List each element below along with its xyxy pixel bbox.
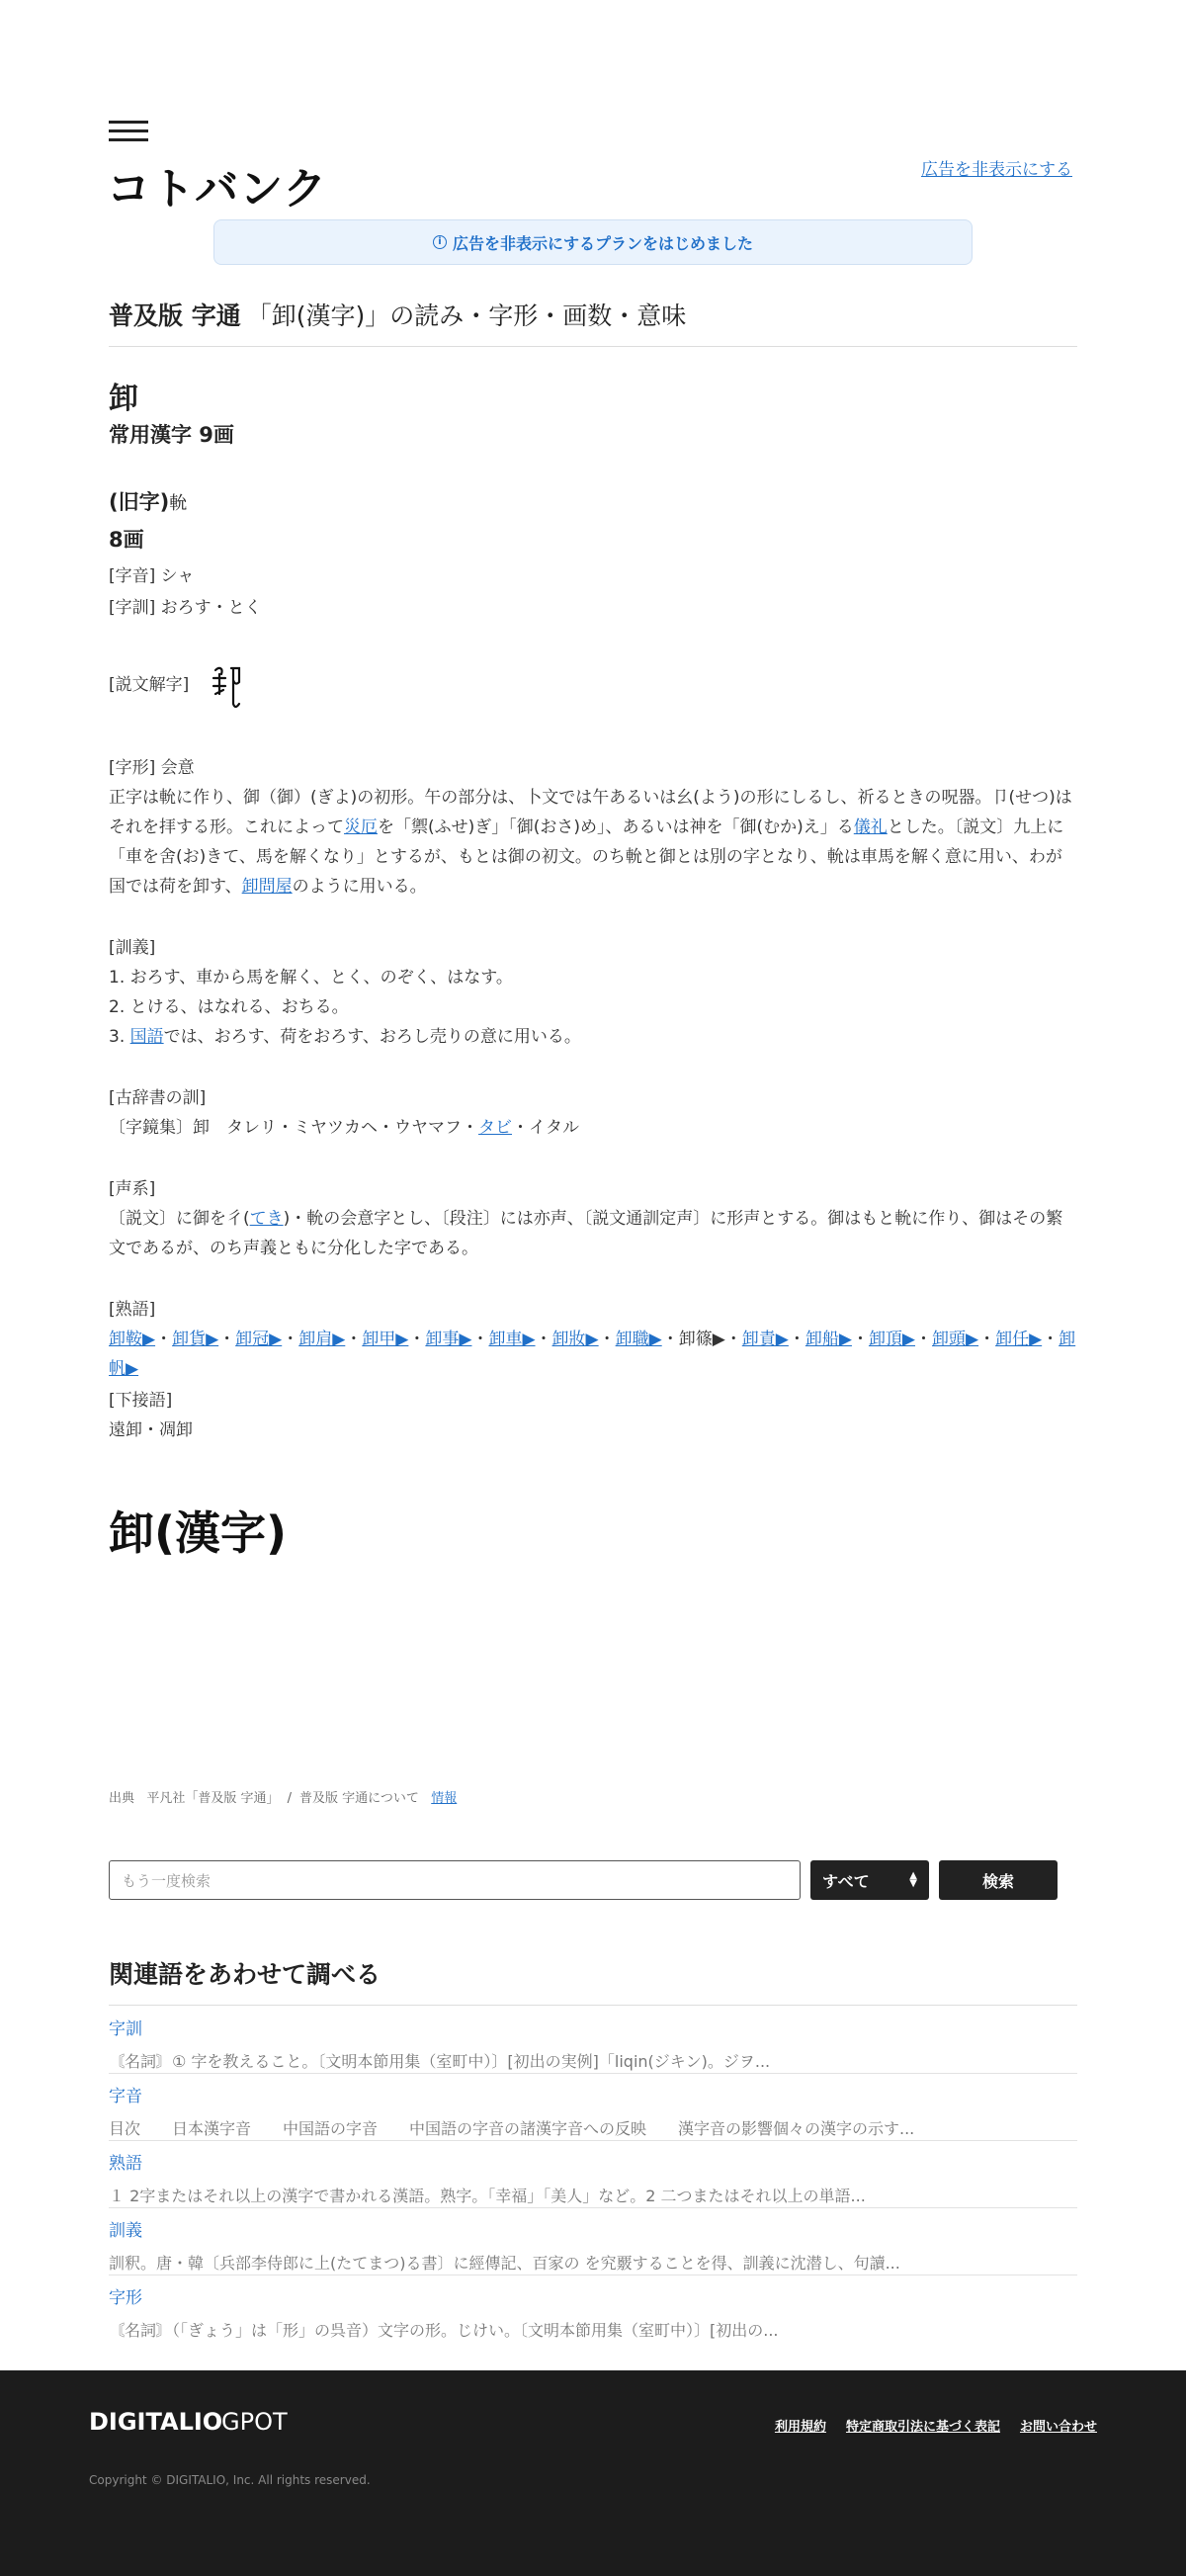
site-logo[interactable]: コトバンク xyxy=(107,164,328,215)
related-desc: １ 2字またはそれ以上の漢字で書かれる漢語。熟字。「幸福」「美人」など。2 二つまたはそれ以上の単語... xyxy=(109,2187,866,2205)
jikei-link-girei[interactable]: 儀礼 xyxy=(853,817,888,837)
copyright: Copyright © DIGITALIO, Inc. All rights reserved. xyxy=(89,2473,371,2487)
seal-script-image xyxy=(210,664,243,710)
jikei-label: [字形] 会意 xyxy=(109,758,195,778)
jukugo-link[interactable]: 卸職▶ xyxy=(615,1330,662,1349)
jikei-link-oroshidonya[interactable]: 卸問屋 xyxy=(241,877,293,897)
jukugo-link[interactable]: 卸任▶ xyxy=(995,1330,1043,1349)
seikei-text-1: 〔説文〕に御を彳( xyxy=(109,1209,250,1229)
jikei-link-saiyaku[interactable]: 災厄 xyxy=(344,817,378,837)
entry-big-title: 卸(漢字) xyxy=(109,1506,288,1560)
related-term[interactable]: 訓義 xyxy=(109,2221,142,2241)
related-term[interactable]: 字訓 xyxy=(109,2019,142,2039)
sort-arrows-icon: ▲ ▼ xyxy=(909,1870,917,1889)
jukugo-link[interactable]: 卸甲▶ xyxy=(362,1330,409,1349)
info-icon: i xyxy=(433,235,447,249)
terms-link[interactable]: 利用規約 xyxy=(774,2420,826,2435)
page-title xyxy=(109,297,1077,347)
search-placeholder: もう一度検索 xyxy=(122,1871,212,1890)
old-form-char: 𨋍 xyxy=(169,493,188,514)
jikei-text-3: とした。〔説文〕九上に「車を舍(お)きて、馬を解くなり」とするが、もとは御の初文。のち𨋍と御とは別の字となり、𨋍は車馬を解く意に用い、わが国では荷を卸す、 xyxy=(109,817,1064,897)
kungi-label: [訓義] xyxy=(109,938,156,958)
related-item[interactable] xyxy=(109,2141,1077,2208)
related-item[interactable] xyxy=(109,2007,1077,2074)
kojisho-label: [古辞書の訓] xyxy=(109,1088,207,1108)
kungi-item-2: 2. とける、はなれる、おちる。 xyxy=(109,997,349,1017)
search-button[interactable]: 検索 xyxy=(939,1860,1058,1900)
menu-icon[interactable] xyxy=(109,121,148,142)
hide-ads-link[interactable]: 広告を非表示にする xyxy=(921,160,1072,180)
kun-reading: [字訓] おろす・とく xyxy=(109,598,262,618)
shuowen-label: [説文解字] xyxy=(109,675,190,695)
kungi-item-1: 1. おろす、車から馬を解く、とく、のぞく、はなす。 xyxy=(109,968,513,987)
jikei-body xyxy=(109,783,1077,902)
related-desc: 〘名詞〙（「ぎょう」は「形」の呉音）文字の形。じけい。〔文明本節用集（室町中）〕[初出の... xyxy=(109,2321,779,2340)
on-reading: [字音] シャ xyxy=(109,566,195,586)
source-line: 出典 平凡社「普及版 字通」 / 普及版 字通について 情報 xyxy=(109,1791,458,1806)
kasetsu-label: [下接語] xyxy=(109,1391,173,1411)
old-form-strokes: 8画 xyxy=(109,528,144,552)
jukugo-link[interactable]: 卸肩▶ xyxy=(298,1330,346,1349)
jukugo-link[interactable]: 卸貨▶ xyxy=(172,1330,219,1349)
jukugo-label: [熟語] xyxy=(109,1300,156,1320)
related-desc: 目次 日本漢字音 中国語の字音 中国語の字音の諸漢字音への反映 漢字音の影響個々の漢字の示す... xyxy=(109,2119,915,2138)
old-form-label: (旧字) xyxy=(109,490,170,514)
banner-text: 広告を非表示にするプランをはじめました xyxy=(452,233,753,253)
jukugo-link[interactable]: 卸車▶ xyxy=(488,1330,536,1349)
jukugo-link[interactable]: 卸頂▶ xyxy=(868,1330,916,1349)
dictionary-name: 普及版 字通 xyxy=(109,301,241,330)
source-info-link[interactable]: 情報 xyxy=(431,1791,458,1806)
related-term[interactable]: 字形 xyxy=(109,2288,142,2308)
seikei-label: [声系] xyxy=(109,1179,156,1199)
jukugo-link[interactable]: 卸鞍▶ xyxy=(109,1330,156,1349)
jukugo-separator: ・ xyxy=(535,1330,552,1349)
kojisho-link-tabi[interactable]: タビ xyxy=(478,1118,512,1138)
jukugo-link[interactable]: 卸帆▶ xyxy=(109,1330,1076,1379)
jukugo-separator: ・ xyxy=(915,1330,933,1349)
search-input[interactable] xyxy=(109,1860,801,1900)
seikei-text-2: )・𨋍の会意字とし、〔段注〕には亦声、〔説文通訓定声〕に形声とする。御はもと𨋍に作り、御はその繁文であるが、のち声義ともに分化した字である。 xyxy=(109,1209,1063,1258)
kasetsu-text: 遠卸・凋卸 xyxy=(109,1420,193,1440)
kanji-headword: 卸 xyxy=(109,382,138,416)
jukugo-separator: ・ xyxy=(978,1330,996,1349)
footer-links xyxy=(775,2416,1097,2435)
jikei-text-1: 正字は𨋍に作り、御（御）(ぎよ)の初形。午の部分は、卜文では午あるいは幺(よう)の形にしるし、祈るときの呪器。卩(せつ)はそれを拝する形。これによって xyxy=(109,788,1072,837)
source-publisher: 平凡社「普及版 字通」 xyxy=(146,1791,280,1806)
jukugo-link[interactable]: 卸事▶ xyxy=(425,1330,472,1349)
title-heading: 「卸(漢字)」の読み・字形・画数・意味 xyxy=(246,301,687,330)
kojisho-body xyxy=(109,1113,1077,1143)
jikei-text-4: のように用いる。 xyxy=(292,877,427,897)
seikei-body xyxy=(109,1204,1077,1263)
kanji-grade: 常用漢字 9画 xyxy=(109,423,234,447)
jukugo-separator: ・ xyxy=(598,1330,616,1349)
source-label: 出典 xyxy=(109,1791,135,1806)
jukugo-separator: ・ xyxy=(851,1330,869,1349)
gpot-logo[interactable]: GPOT xyxy=(221,2408,288,2436)
related-desc: 訓釈。唐・韓〔兵部李侍郎に上(たてまつ)る書〕に經傳記、百家の を究覈することを得、訓義に沈潜し、句讀... xyxy=(109,2254,900,2273)
related-term[interactable]: 字音 xyxy=(109,2087,142,2106)
related-term[interactable]: 熟語 xyxy=(109,2154,142,2174)
jukugo-link[interactable]: 卸船▶ xyxy=(805,1330,852,1349)
kungi-item-3-text: では、おろす、荷をおろす、おろし売りの意に用いる。 xyxy=(163,1027,581,1047)
jikei-text-2: を「禦(ふせ)ぎ」「御(おさ)め」、あるいは神を「御(むか)え」る xyxy=(378,817,854,837)
related-title: 関連語をあわせて調べる xyxy=(109,1955,1077,2006)
kungi-item-3-num: 3. xyxy=(109,1027,130,1047)
jukugo-separator: ・ xyxy=(155,1330,173,1349)
ad-plan-banner[interactable] xyxy=(213,219,973,265)
jukugo-separator: ・ xyxy=(788,1330,805,1349)
search-scope-value: すべて xyxy=(822,1871,870,1891)
related-desc: 〘名詞〙① 字を教えること。〔文明本節用集（室町中）〕[初出の実例]「liqin(ジキン)。ジヲ... xyxy=(109,2052,771,2071)
search-scope-select[interactable] xyxy=(810,1860,929,1900)
seikei-link-teki[interactable]: てき xyxy=(249,1209,284,1229)
kojisho-text-1: 〔字鏡集〕卸 タレリ・ミヤツカヘ・ウヤマフ・ xyxy=(109,1118,478,1138)
jukugo-list xyxy=(109,1325,1077,1384)
commercial-law-link[interactable]: 特定商取引法に基づく表記 xyxy=(845,2420,1000,2435)
old-form xyxy=(109,486,187,516)
source-about: 普及版 字通について xyxy=(298,1791,419,1806)
related-item[interactable] xyxy=(109,2275,1077,2343)
jukugo-separator: ・ xyxy=(408,1330,426,1349)
jukugo-separator: ・ xyxy=(471,1330,489,1349)
jukugo-separator: ・ xyxy=(661,1330,679,1349)
jukugo-link[interactable]: 卸責▶ xyxy=(741,1330,789,1349)
jukugo-link[interactable]: 卸頭▶ xyxy=(932,1330,979,1349)
jukugo-separator: ・ xyxy=(218,1330,236,1349)
contact-link[interactable]: お問い合わせ xyxy=(1019,2420,1097,2435)
related-item[interactable] xyxy=(109,2074,1077,2141)
jukugo-separator: ・ xyxy=(282,1330,299,1349)
kungi-item-3 xyxy=(109,1022,1077,1052)
kojisho-text-2: ・イタル xyxy=(512,1118,579,1138)
jukugo-link[interactable]: 卸妝▶ xyxy=(551,1330,599,1349)
jukugo-link[interactable]: 卸冠▶ xyxy=(235,1330,283,1349)
jukugo-separator: ・ xyxy=(345,1330,363,1349)
jukugo-separator: ・ xyxy=(724,1330,742,1349)
kungi-link-kokugo[interactable]: 国語 xyxy=(129,1027,164,1047)
jukugo-link[interactable]: 卸篠▶ xyxy=(678,1330,725,1349)
jukugo-separator: ・ xyxy=(1042,1330,1059,1349)
related-item[interactable] xyxy=(109,2208,1077,2275)
digitalio-logo[interactable]: DIGITALIO xyxy=(89,2408,223,2436)
footer xyxy=(0,2370,1186,2576)
